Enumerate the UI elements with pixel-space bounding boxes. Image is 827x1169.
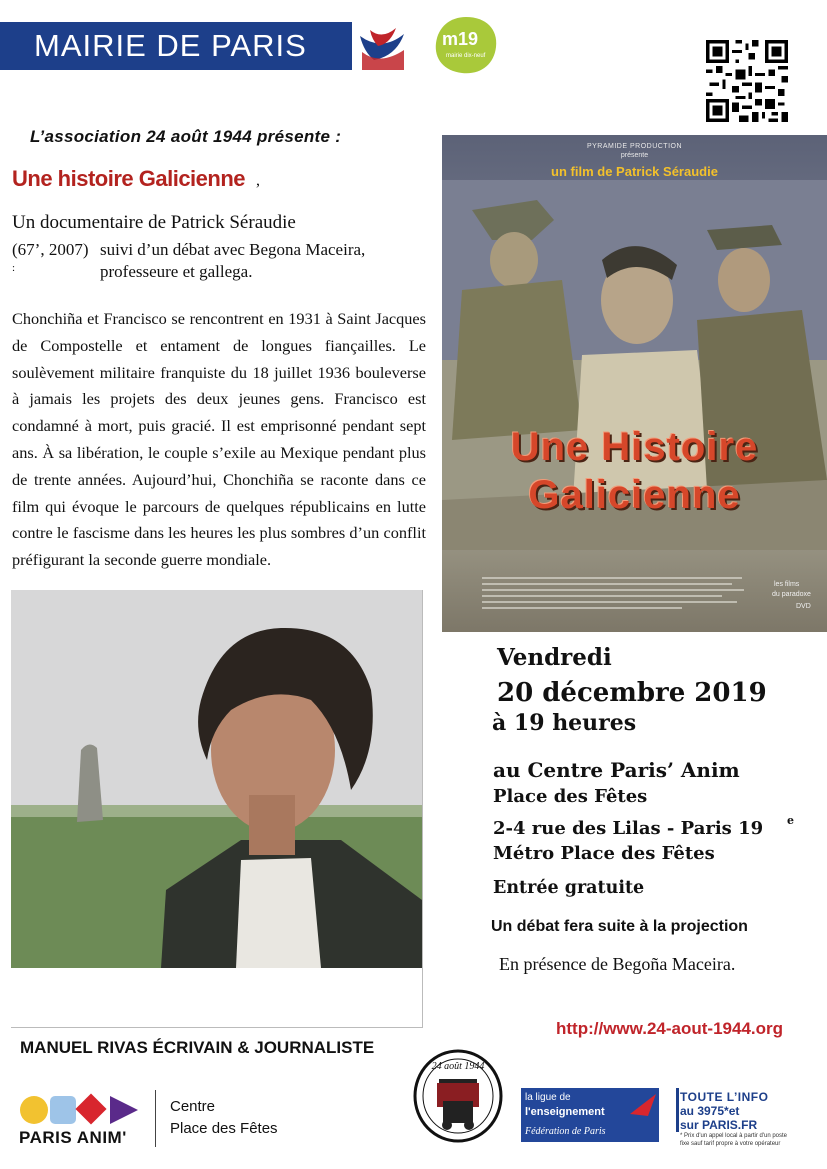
- colon-mark: :: [12, 262, 16, 274]
- event-date: 20 décembre 2019: [497, 678, 767, 708]
- event-entry: Entrée gratuite: [493, 878, 645, 898]
- info-footnote-1: * Prix d'un appel local à partir d'un poste: [680, 1133, 788, 1139]
- duration-year: (67’, 2007): [12, 240, 89, 259]
- mairie-de-paris-logo-icon: [352, 22, 412, 70]
- footer-divider: [155, 1090, 156, 1147]
- poster-director-line: un film de Patrick Séraudie: [551, 164, 718, 179]
- synopsis-paragraph: Chonchiña et Francisco se rencontrent en 1931 à Saint Jacques de Compostelle et entament de longues fiançailles. Le soulèvement militaire franquiste du 18 juillet 1936 bouleverse à jamais les projets des deux jeunes gens. Francisco est condamné à mort, puis gracié. Il est emprisonné pendant sept ans. À sa libération, le couple s’exile au Mexique pendant plus de trente années. Aujourd’hui, Chonchiña se raconte dans ce film qui évoque le parcours de quelques républicains en lutte contre le fascisme dans les heures les plus sombres d’un conflit préfigurant la seconde guerre mondiale.: [12, 309, 426, 570]
- seal-text: 24 août 1944: [431, 1061, 485, 1072]
- photo-caption: MANUEL RIVAS ÉCRIVAIN & JOURNALISTE: [20, 1038, 375, 1057]
- ligue-line-1: la ligue de: [525, 1092, 571, 1103]
- qr-code-icon[interactable]: [706, 40, 788, 122]
- event-metro: Métro Place des Fêtes: [493, 843, 715, 864]
- poster-title-line-2: Galicienne: [528, 473, 741, 517]
- poster-presente: présente: [620, 152, 649, 159]
- m19-logo-subtext: mairie dix-neuf: [446, 53, 486, 59]
- event-venue-square: Place des Fêtes: [493, 786, 648, 807]
- documentary-line: Un documentaire de Patrick Séraudie: [12, 212, 296, 233]
- association-seal-icon: [413, 1049, 503, 1143]
- event-debate-note: Un débat fera suite à la projection: [491, 918, 748, 935]
- website-link[interactable]: http://www.24-aout-1944.org: [556, 1019, 784, 1038]
- centre-label-line-1: Centre: [170, 1098, 216, 1115]
- poster-dvd-label: DVD: [796, 603, 811, 610]
- poster-label-paradoxe: du paradoxe: [772, 591, 811, 598]
- m19-logo-icon: [432, 15, 500, 77]
- film-poster: [442, 135, 827, 632]
- mairie-de-paris-banner: [0, 22, 412, 70]
- poster-label-les-films: les films: [774, 581, 800, 588]
- film-title-comma: ,: [256, 172, 260, 189]
- mairie-de-paris-label: MAIRIE DE PARIS: [34, 28, 307, 63]
- paris-anim-label: PARIS ANIM': [19, 1128, 127, 1147]
- info-line-2: au 3975*et: [680, 1104, 740, 1118]
- ligue-line-3: Fédération de Paris: [525, 1126, 606, 1137]
- centre-label-line-2: Place des Fêtes: [170, 1120, 278, 1137]
- debate-line-2: professeure et gallega.: [100, 262, 253, 281]
- info-line-1: TOUTE L’INFO: [680, 1090, 769, 1104]
- event-address-superscript: e: [787, 814, 794, 827]
- poster-production: PYRAMIDE PRODUCTION: [586, 143, 683, 150]
- info-footnote-2: fixe sauf tarif propre à votre opérateur: [680, 1141, 781, 1147]
- poster-credits-block: [482, 575, 752, 615]
- event-day: Vendredi: [497, 644, 612, 671]
- m19-logo-text: m19: [442, 29, 479, 49]
- poster-title-line-1: Une Histoire: [510, 425, 759, 469]
- association-heading: L’association 24 août 1944 présente :: [30, 127, 342, 146]
- event-address: 2-4 rue des Lilas - Paris 19: [493, 818, 764, 839]
- info-line-3: sur PARIS.FR: [680, 1118, 758, 1132]
- film-title: Une histoire Galicienne: [12, 166, 246, 191]
- ligue-arrow-icon: [628, 1090, 658, 1118]
- event-time: à 19 heures: [492, 710, 637, 736]
- ligue-line-2: l'enseignement: [525, 1106, 605, 1118]
- event-venue: au Centre Paris’ Anim: [493, 758, 740, 782]
- debate-line-1: suivi d’un débat avec Begona Maceira,: [100, 240, 366, 259]
- event-presence-note: En présence de Begoña Maceira.: [499, 954, 736, 974]
- manuel-rivas-photo: [11, 590, 422, 968]
